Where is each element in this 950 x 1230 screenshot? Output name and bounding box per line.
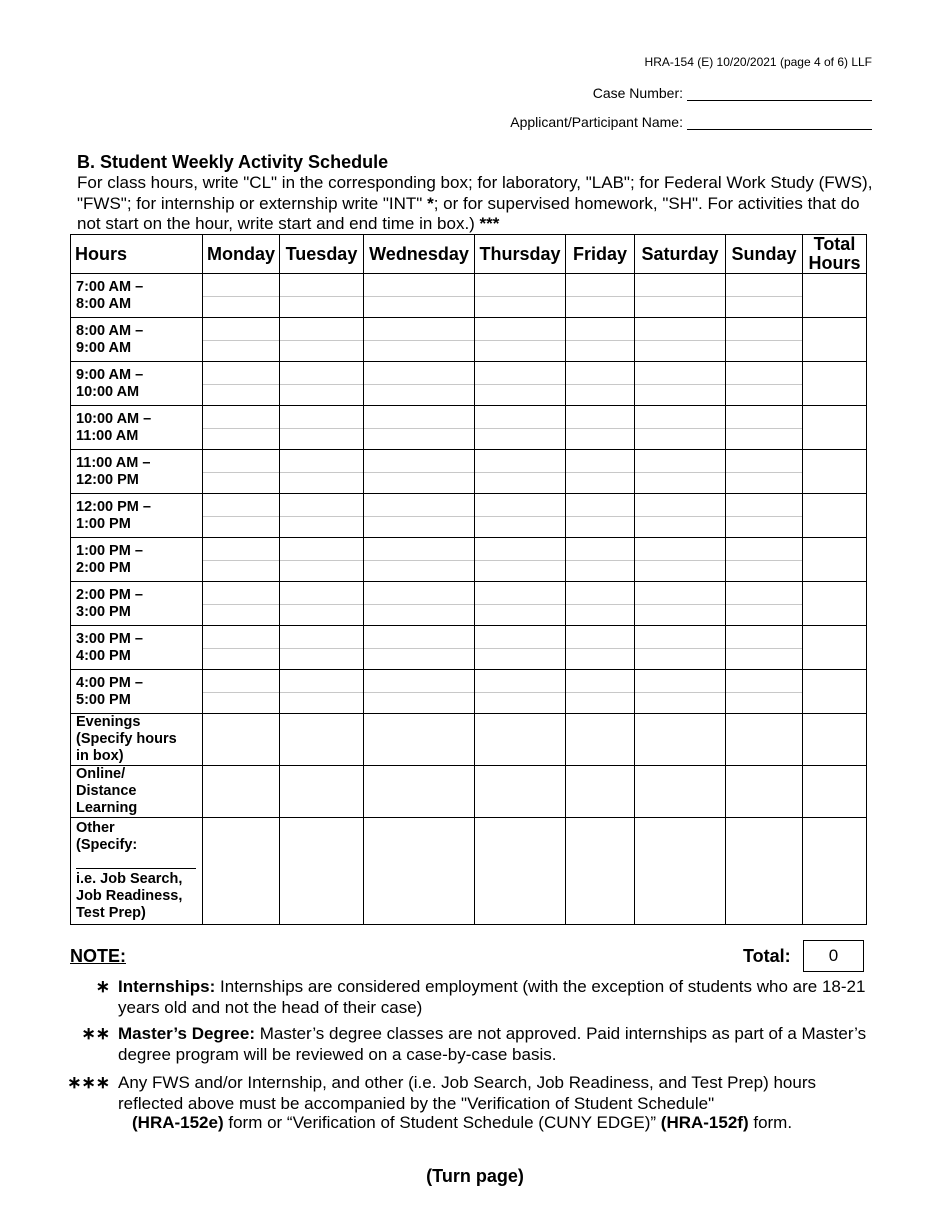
cell-other-total[interactable] — [803, 818, 867, 925]
time-slot-label — [71, 626, 203, 670]
note-label — [70, 946, 126, 967]
case-number-line[interactable] — [687, 84, 872, 101]
day-header-wednesday: Wednesday — [364, 235, 475, 274]
case-number-label: Case Number: — [592, 85, 683, 101]
cell-other-saturday[interactable] — [635, 818, 726, 925]
cell-tuesday[interactable] — [280, 538, 364, 582]
day-header-tuesday: Tuesday — [280, 235, 364, 274]
online-line-2: Distance — [76, 783, 137, 799]
time-slot-end: 10:00 AM — [76, 383, 140, 400]
cell-friday[interactable] — [566, 582, 635, 626]
cell-friday[interactable] — [566, 450, 635, 494]
cell-thursday[interactable] — [475, 538, 566, 582]
time-row — [71, 670, 867, 714]
time-row — [71, 274, 867, 318]
cell-saturday[interactable] — [635, 318, 726, 362]
footnote-2-text: Master’s degree classes are not approved. Paid internships as part of a Master’s degree program will be reviewed on a case-by-case basis. — [118, 1024, 867, 1064]
evenings-line-3: in box) — [76, 748, 124, 764]
cell-evenings-friday[interactable] — [566, 714, 635, 766]
other-row — [71, 818, 867, 925]
cell-saturday[interactable] — [635, 494, 726, 538]
cell-tuesday[interactable] — [280, 318, 364, 362]
cell-thursday[interactable] — [475, 318, 566, 362]
cell-sunday[interactable] — [726, 318, 803, 362]
evenings-line-1: Evenings — [76, 714, 141, 730]
time-slot-start: 4:00 PM – — [76, 674, 143, 691]
time-slot-label — [71, 274, 203, 318]
time-slot-start: 8:00 AM – — [76, 322, 144, 339]
cell-evenings-sunday[interactable] — [726, 714, 803, 766]
cell-friday[interactable] — [566, 538, 635, 582]
cell-tuesday[interactable] — [280, 494, 364, 538]
cell-total-hours[interactable] — [803, 450, 867, 494]
time-slot-label — [71, 318, 203, 362]
time-slot-start: 3:00 PM – — [76, 630, 143, 647]
other-line-2: (Specify: — [76, 837, 138, 853]
cell-monday[interactable] — [203, 274, 280, 318]
cell-evenings-thursday[interactable] — [475, 714, 566, 766]
total-hours-header — [803, 235, 867, 274]
time-slot-start: 1:00 PM – — [76, 542, 143, 559]
footnote-2-title: Master’s Degree: — [118, 1024, 256, 1043]
online-label — [71, 766, 203, 818]
cell-saturday[interactable] — [635, 362, 726, 406]
weekly-schedule-table — [70, 234, 867, 925]
cell-online-saturday[interactable] — [635, 766, 726, 818]
time-slot-label — [71, 494, 203, 538]
cell-monday[interactable] — [203, 362, 280, 406]
cell-friday[interactable] — [566, 274, 635, 318]
note-text: NOTE — [70, 946, 121, 966]
cell-wednesday[interactable] — [364, 670, 475, 714]
cell-wednesday[interactable] — [364, 450, 475, 494]
day-header-thursday: Thursday — [475, 235, 566, 274]
cell-online-tuesday[interactable] — [280, 766, 364, 818]
case-number-field — [593, 84, 872, 101]
footnote-1-mark: ∗ — [95, 977, 110, 996]
grand-total-value[interactable]: 0 — [803, 940, 864, 972]
cell-total-hours[interactable] — [803, 494, 867, 538]
cell-wednesday[interactable] — [364, 582, 475, 626]
time-slot-end: 3:00 PM — [76, 603, 131, 620]
instructions-part-2: ; or for supervised homework, "SH". For activities that do not start on the hour, write start and end time in box.) — [77, 193, 860, 233]
cell-total-hours[interactable] — [803, 274, 867, 318]
cell-tuesday[interactable] — [280, 670, 364, 714]
cell-sunday[interactable] — [726, 450, 803, 494]
online-row — [71, 766, 867, 818]
time-row — [71, 538, 867, 582]
cell-thursday[interactable] — [475, 274, 566, 318]
day-header-sunday: Sunday — [726, 235, 803, 274]
cell-evenings-wednesday[interactable] — [364, 714, 475, 766]
cell-saturday[interactable] — [635, 670, 726, 714]
cell-wednesday[interactable] — [364, 362, 475, 406]
time-slot-end: 12:00 PM — [76, 471, 139, 488]
time-slot-start: 2:00 PM – — [76, 586, 143, 603]
cell-sunday[interactable] — [726, 626, 803, 670]
cell-monday[interactable] — [203, 406, 280, 450]
time-slot-end: 9:00 AM — [76, 339, 132, 356]
cell-sunday[interactable] — [726, 362, 803, 406]
evenings-line-2: (Specify hours — [76, 731, 177, 747]
cell-friday[interactable] — [566, 318, 635, 362]
header-row — [71, 235, 867, 274]
day-header-saturday: Saturday — [635, 235, 726, 274]
other-line-3: i.e. Job Search, — [76, 871, 183, 887]
other-line-5: Test Prep) — [76, 905, 146, 921]
cell-monday[interactable] — [203, 582, 280, 626]
time-row — [71, 626, 867, 670]
cell-sunday[interactable] — [726, 494, 803, 538]
footnote-2-mark: ∗∗ — [81, 1024, 110, 1043]
instructions-part-1: For class hours, write "CL" in the corresponding box; for laboratory, "LAB"; for Federal Work Study (FWS), "FWS"; for internship or externship write "INT" — [77, 173, 873, 213]
cell-evenings-saturday[interactable] — [635, 714, 726, 766]
time-slot-label — [71, 582, 203, 626]
footnote-verification: Any FWS and/or Internship, and other (i.e. Job Search, Job Readiness, and Test Prep) hours reflected above must be accompanied by the "Verification of Student Schedule" — [118, 1073, 817, 1113]
cell-monday[interactable] — [203, 318, 280, 362]
cell-total-hours[interactable] — [803, 362, 867, 406]
time-slot-label — [71, 406, 203, 450]
cell-saturday[interactable] — [635, 450, 726, 494]
cell-total-hours[interactable] — [803, 318, 867, 362]
other-line-4: Job Readiness, — [76, 888, 183, 904]
footnote-3-end: form. — [748, 1113, 793, 1132]
cell-monday[interactable] — [203, 670, 280, 714]
form-hra-152e: (HRA-152e) — [132, 1113, 224, 1132]
cell-wednesday[interactable] — [364, 406, 475, 450]
cell-thursday[interactable] — [475, 494, 566, 538]
cell-tuesday[interactable] — [280, 406, 364, 450]
cell-evenings-total[interactable] — [803, 714, 867, 766]
time-slot-start: 11:00 AM – — [76, 454, 151, 471]
cell-monday[interactable] — [203, 626, 280, 670]
cell-total-hours[interactable] — [803, 670, 867, 714]
footnote-1-title: Internships: — [118, 977, 216, 996]
section-title: B. Student Weekly Activity Schedule — [77, 152, 389, 172]
cell-wednesday[interactable] — [364, 538, 475, 582]
cell-evenings-monday[interactable] — [203, 714, 280, 766]
total-header-line-1: Total — [813, 234, 856, 254]
time-slot-start: 12:00 PM – — [76, 498, 151, 515]
turn-page-label: (Turn page) — [426, 1166, 524, 1186]
cell-friday[interactable] — [566, 670, 635, 714]
footnote-1-text: Internships are considered employment (with the exception of students who are 18-21 years old and not the head of their case) — [118, 977, 866, 1017]
cell-saturday[interactable] — [635, 626, 726, 670]
cell-tuesday[interactable] — [280, 582, 364, 626]
cell-thursday[interactable] — [475, 362, 566, 406]
cell-other-friday[interactable] — [566, 818, 635, 925]
cell-other-sunday[interactable] — [726, 818, 803, 925]
cell-monday[interactable] — [203, 494, 280, 538]
cell-online-wednesday[interactable] — [364, 766, 475, 818]
footnote-3-forms — [132, 1113, 792, 1133]
cell-wednesday[interactable] — [364, 494, 475, 538]
online-line-1: Online/ — [76, 766, 126, 782]
cell-sunday[interactable] — [726, 670, 803, 714]
evenings-row — [71, 714, 867, 766]
cell-thursday[interactable] — [475, 582, 566, 626]
time-slot-label — [71, 450, 203, 494]
time-slot-end: 8:00 AM — [76, 295, 132, 312]
cell-total-hours[interactable] — [803, 626, 867, 670]
cell-online-total[interactable] — [803, 766, 867, 818]
applicant-name-field — [510, 113, 872, 130]
time-slot-end: 2:00 PM — [76, 559, 131, 576]
cell-evenings-tuesday[interactable] — [280, 714, 364, 766]
cell-saturday[interactable] — [635, 538, 726, 582]
cell-friday[interactable] — [566, 626, 635, 670]
cell-saturday[interactable] — [635, 582, 726, 626]
cell-sunday[interactable] — [726, 538, 803, 582]
time-slot-start: 10:00 AM – — [76, 410, 152, 427]
cell-sunday[interactable] — [726, 406, 803, 450]
cell-online-sunday[interactable] — [726, 766, 803, 818]
form-hra-152f: (HRA-152f) — [660, 1113, 749, 1132]
total-header-line-2: Hours — [808, 253, 861, 273]
cell-friday[interactable] — [566, 494, 635, 538]
instructions-stars: *** — [479, 214, 500, 233]
cell-tuesday[interactable] — [280, 362, 364, 406]
cell-total-hours[interactable] — [803, 406, 867, 450]
footnote-3-mid: form or “Verification of Student Schedule (CUNY EDGE)” — [223, 1113, 661, 1132]
other-line-1: Other — [76, 820, 115, 836]
form-id: HRA-154 (E) 10/20/2021 (page 4 of 6) LLF — [644, 55, 872, 69]
cell-tuesday[interactable] — [280, 274, 364, 318]
cell-total-hours[interactable] — [803, 582, 867, 626]
cell-other-wednesday[interactable] — [364, 818, 475, 925]
cell-online-monday[interactable] — [203, 766, 280, 818]
cell-thursday[interactable] — [475, 670, 566, 714]
instructions — [77, 173, 887, 235]
online-line-3: Learning — [76, 800, 138, 816]
footnote-internships — [118, 976, 868, 1018]
cell-tuesday[interactable] — [280, 626, 364, 670]
time-row — [71, 406, 867, 450]
cell-saturday[interactable] — [635, 406, 726, 450]
time-slot-end: 11:00 AM — [76, 427, 139, 444]
day-header-monday: Monday — [203, 235, 280, 274]
hours-header: Hours — [71, 235, 203, 274]
cell-thursday[interactable] — [475, 450, 566, 494]
cell-thursday[interactable] — [475, 406, 566, 450]
cell-friday[interactable] — [566, 362, 635, 406]
cell-wednesday[interactable] — [364, 274, 475, 318]
cell-other-monday[interactable] — [203, 818, 280, 925]
time-row — [71, 582, 867, 626]
time-row — [71, 494, 867, 538]
cell-friday[interactable] — [566, 406, 635, 450]
cell-monday[interactable] — [203, 538, 280, 582]
other-label — [71, 818, 203, 925]
time-slot-end: 1:00 PM — [76, 515, 131, 532]
cell-saturday[interactable] — [635, 274, 726, 318]
cell-wednesday[interactable] — [364, 626, 475, 670]
total-label: Total: — [743, 946, 791, 966]
time-row — [71, 362, 867, 406]
time-row — [71, 450, 867, 494]
applicant-name-label: Applicant/Participant Name: — [510, 114, 683, 130]
evenings-label — [71, 714, 203, 766]
time-slot-end: 5:00 PM — [76, 691, 131, 708]
cell-monday[interactable] — [203, 450, 280, 494]
cell-thursday[interactable] — [475, 626, 566, 670]
other-specify-line[interactable] — [76, 868, 196, 869]
time-slot-end: 4:00 PM — [76, 647, 131, 664]
footnote-3-mark: ∗∗∗ — [67, 1073, 110, 1092]
time-slot-start: 7:00 AM – — [76, 278, 144, 295]
cell-other-thursday[interactable] — [475, 818, 566, 925]
cell-sunday[interactable] — [726, 582, 803, 626]
time-slot-start: 9:00 AM – — [76, 366, 144, 383]
cell-total-hours[interactable] — [803, 538, 867, 582]
cell-tuesday[interactable] — [280, 450, 364, 494]
time-slot-label — [71, 362, 203, 406]
time-slot-label — [71, 538, 203, 582]
day-header-friday: Friday — [566, 235, 635, 274]
cell-other-tuesday[interactable] — [280, 818, 364, 925]
note-colon: : — [120, 946, 127, 966]
cell-wednesday[interactable] — [364, 318, 475, 362]
instructions-star: * — [427, 193, 434, 213]
cell-online-thursday[interactable] — [475, 766, 566, 818]
time-slot-label — [71, 670, 203, 714]
applicant-name-line[interactable] — [687, 113, 872, 130]
time-row — [71, 318, 867, 362]
cell-online-friday[interactable] — [566, 766, 635, 818]
footnote-masters — [118, 1023, 868, 1065]
cell-sunday[interactable] — [726, 274, 803, 318]
